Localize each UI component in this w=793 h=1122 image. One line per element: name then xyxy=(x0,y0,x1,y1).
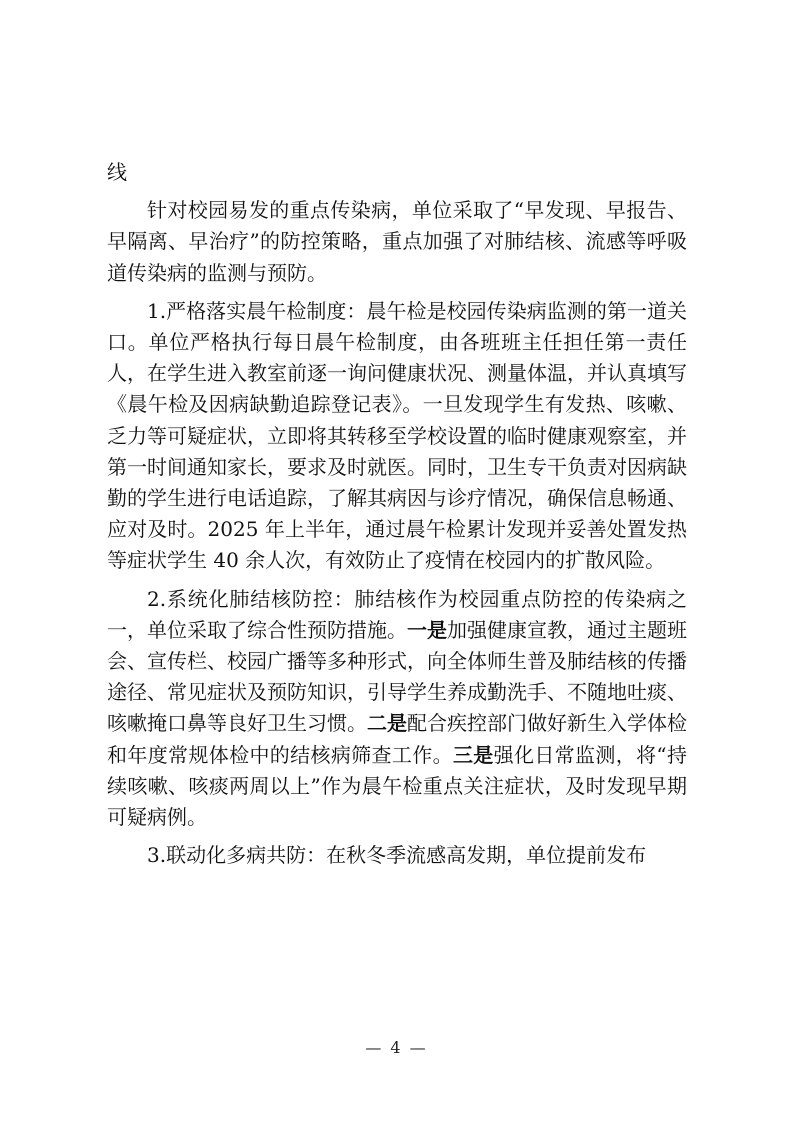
tb-point-1-text: 加强健康宣教，通过主题班会、宣传栏、校园广播等多种形式，向全体师生普及肺结核的传播途径、常见症状及预防知识，引导学生养成勤洗手、不随地吐痰、咳嗽掩口鼻等良好卫生习惯。 xyxy=(107,617,687,736)
body-text xyxy=(107,157,687,878)
page-number: — 4 — xyxy=(365,1038,428,1057)
tb-point-2-label: 二是 xyxy=(367,711,407,736)
continued-heading-fragment: 线 xyxy=(107,160,127,184)
paragraph-morning-check: 1.严格落实晨午检制度：晨午检是校园传染病监测的第一道关口。单位严格执行每日晨午检制度，由各班班主任担任第一责任人，在学生进入教室前逐一询问健康状况、测量体温，并认真填写《晨午检及因病缺勤追踪登记表》。一旦发现学生有发热、咳嗽、乏力等可疑症状，立即将其转移至学校设置的临时健康观察室，并第一时间通知家长，要求及时就医。同时，卫生专干负责对因病缺勤的学生进行电话追踪，了解其病因与诊疗情况，确保信息畅通、应对及时。2025 年上半年，通过晨午检累计发现并妥善处置发热等症状学生 40 余人次，有效防止了疫情在校园内的扩散风险。 xyxy=(107,298,687,573)
tb-point-1-label: 一是 xyxy=(407,617,447,642)
paragraph-intro: 针对校园易发的重点传染病，单位采取了“早发现、早报告、早隔离、早治疗”的防控策略，重点加强了对肺结核、流感等呼吸道传染病的监测与预防。 xyxy=(107,198,687,285)
tb-intro: 2.系统化肺结核防控：肺结核作为校园重点防控的传染病之一，单位采取了综合性预防措施。 xyxy=(107,586,687,642)
paragraph-tuberculosis xyxy=(107,584,687,834)
tb-point-3-label: 三是 xyxy=(452,742,494,767)
paragraph-multi-disease: 3.联动化多病共防：在秋冬季流感高发期，单位提前发布 xyxy=(147,843,647,868)
tb-point-2-text: 配合疾控部门做好新生入学体检和年度常规体检中的结核病筛查工作。 xyxy=(107,711,687,767)
tb-point-3-text: 强化日常监测，将“持续咳嗽、咳痰两周以上”作为晨午检重点关注症状，及时发现早期可疑病例。 xyxy=(107,742,688,830)
